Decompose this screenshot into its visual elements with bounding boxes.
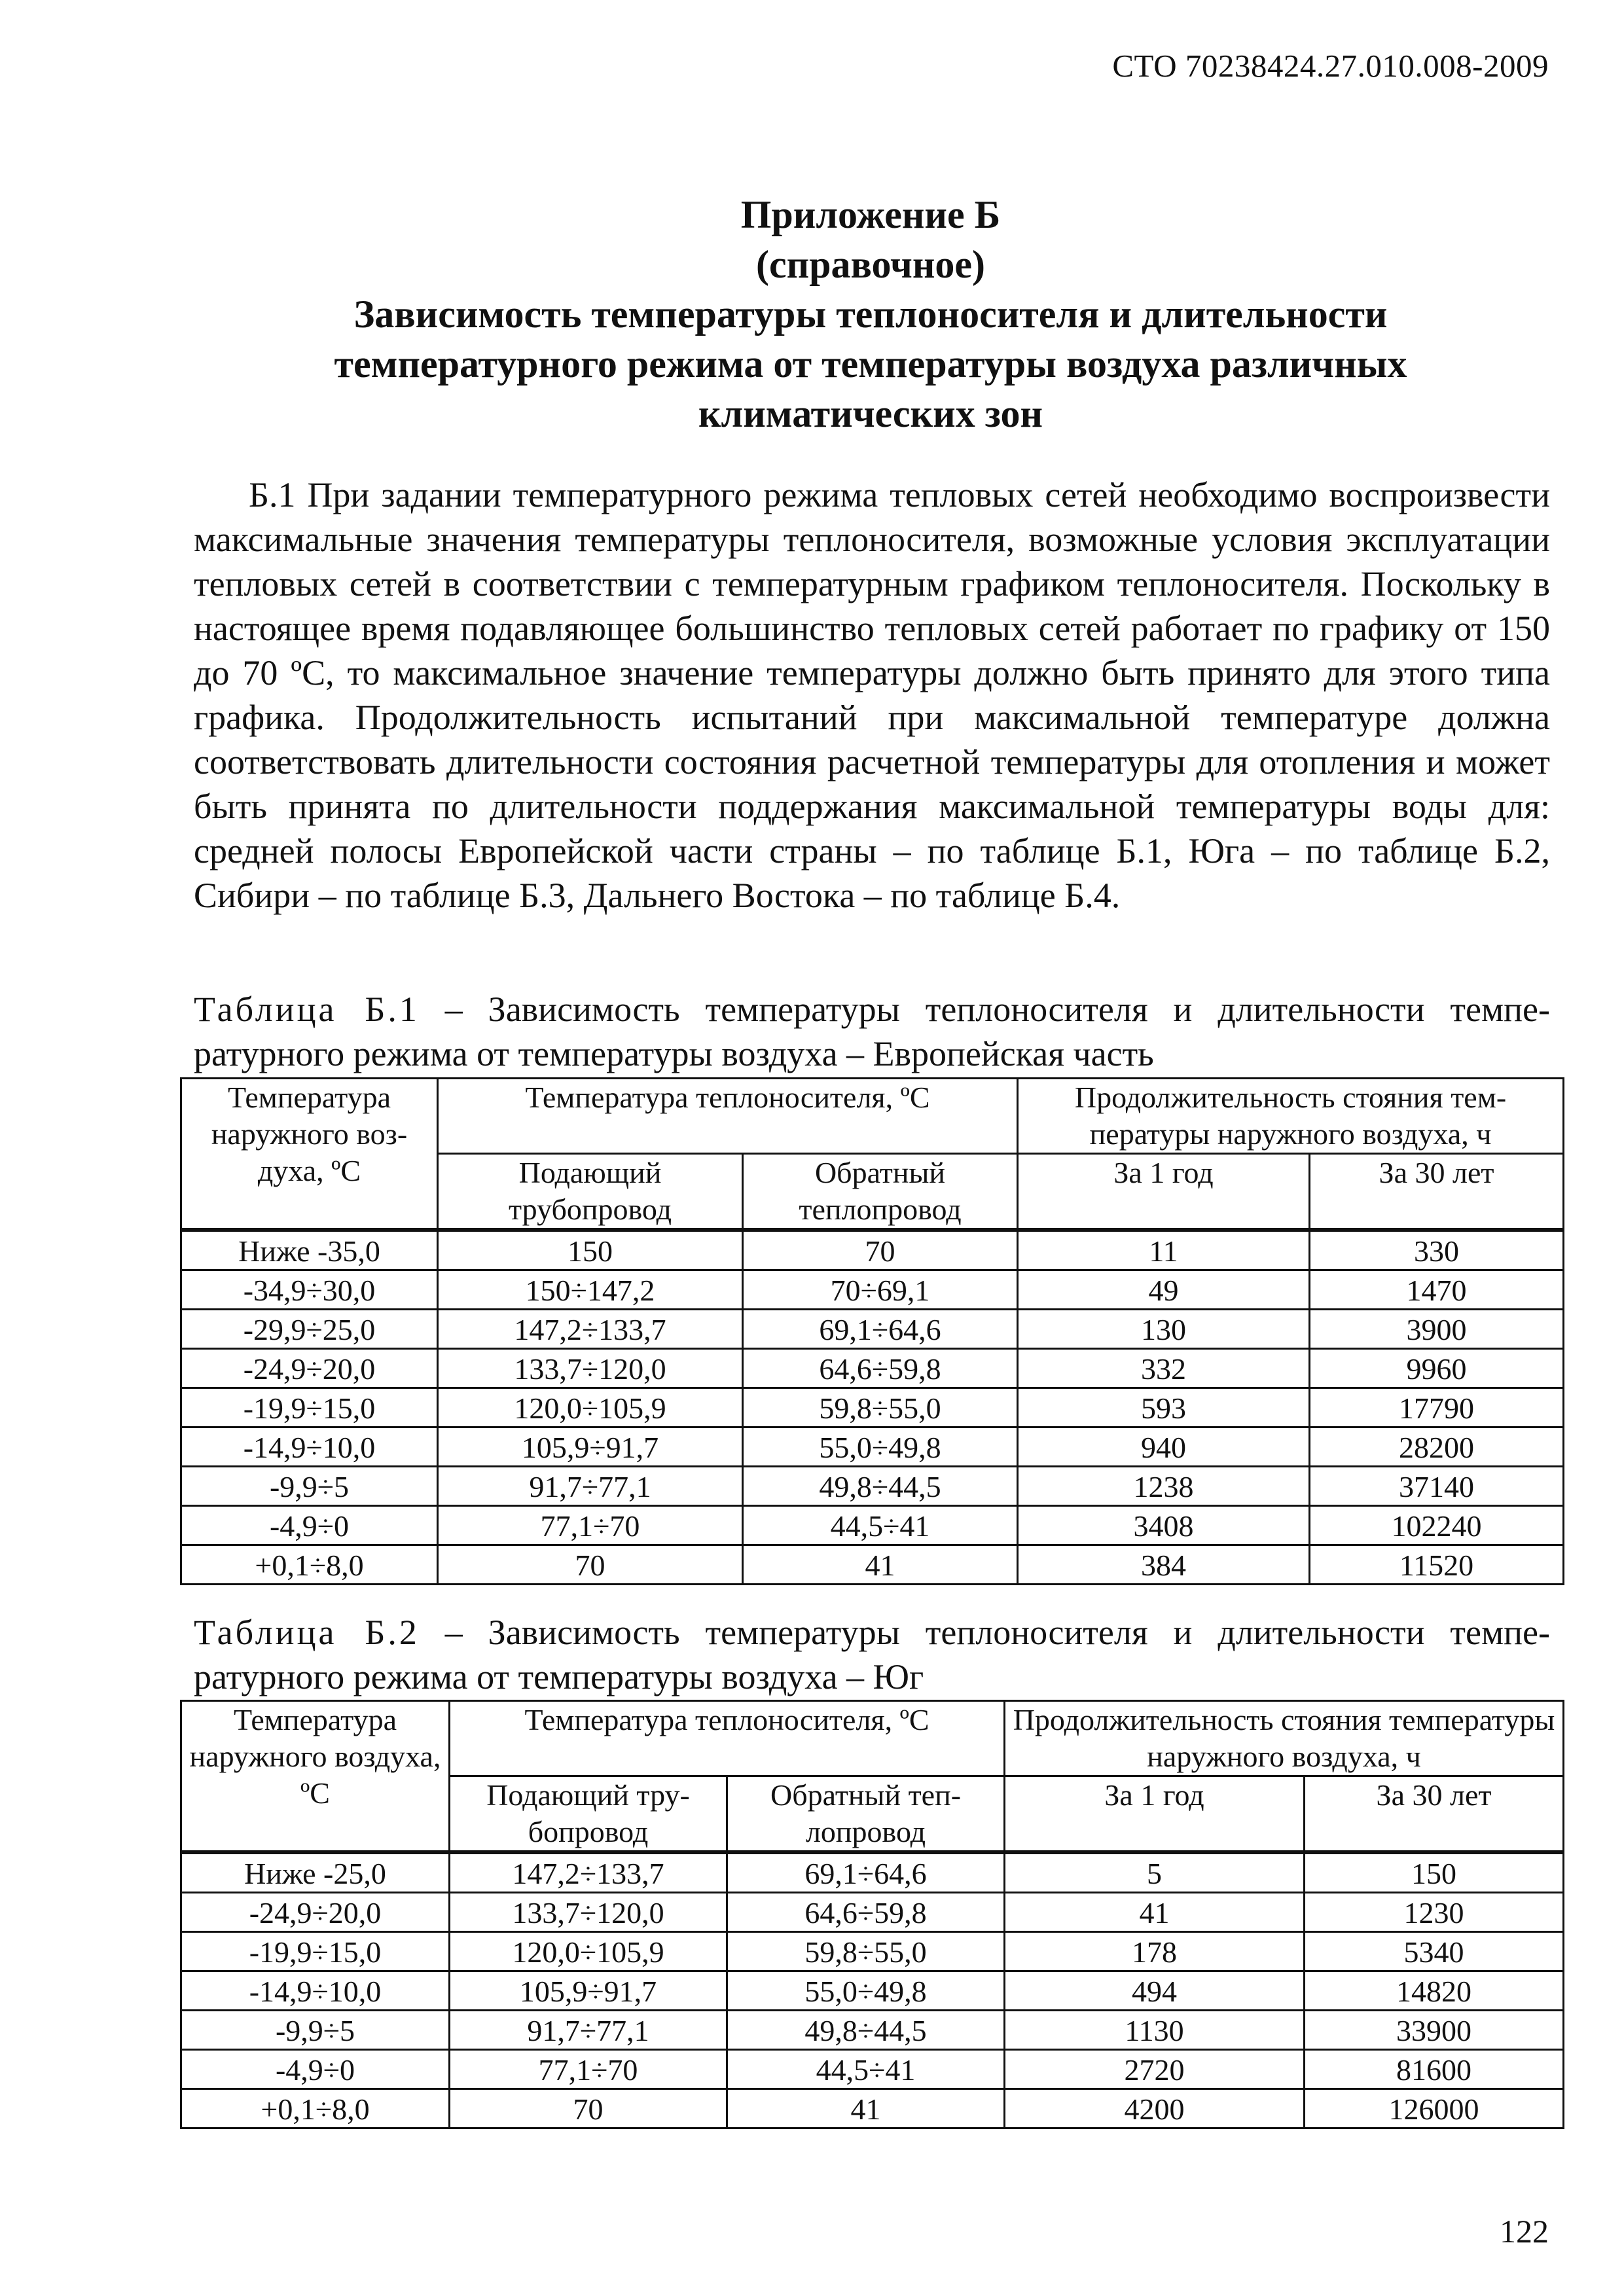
table-cell: 5340 (1305, 1932, 1564, 1971)
table2-caption (194, 1610, 1550, 1699)
table-cell: -4,9÷0 (181, 2050, 450, 2089)
table-cell: 77,1÷70 (450, 2050, 727, 2089)
table-row (181, 1971, 1564, 2011)
table-cell: 70 (743, 1230, 1018, 1270)
table-cell: 1238 (1018, 1467, 1310, 1506)
table-cell: 64,6÷59,8 (727, 1893, 1005, 1932)
table1-header-duration: Продолжительность стояния температуры наружного воздуха, ч (1018, 1079, 1564, 1154)
table-row (181, 1545, 1564, 1585)
table2-caption-text: – Зависимость температуры теплоносителя и длительности температурного режима от температуры воздуха – Юг (194, 1613, 1550, 1696)
table-row (181, 1932, 1564, 1971)
table-row (181, 1893, 1564, 1932)
table-cell: 332 (1018, 1349, 1310, 1388)
table1-header-coolant-temp: Температура теплоносителя, ºС (438, 1079, 1018, 1154)
table-cell: 133,7÷120,0 (450, 1893, 727, 1932)
table-cell: 3900 (1310, 1310, 1564, 1349)
table-cell: +0,1÷8,0 (181, 1545, 438, 1585)
table1-header-supply: Подающий трубопровод (438, 1154, 743, 1230)
table-cell: 2720 (1005, 2050, 1305, 2089)
appendix-subject-line-3: климатических зон (698, 392, 1043, 435)
table-cell: -34,9÷30,0 (181, 1270, 438, 1310)
table-row (181, 1310, 1564, 1349)
table1-header-per-year: За 1 год (1018, 1154, 1310, 1230)
table1-header-return: Обратный теплопровод (743, 1154, 1018, 1230)
appendix-title: Приложение Б (740, 193, 1001, 236)
table-cell: 330 (1310, 1230, 1564, 1270)
appendix-subject-line-2: температурного режима от температуры воздуха различных (334, 342, 1407, 386)
appendix-heading (177, 190, 1564, 439)
table-cell: 49,8÷44,5 (743, 1467, 1018, 1506)
table-cell: 37140 (1310, 1467, 1564, 1506)
table-cell: 150 (438, 1230, 743, 1270)
table-cell: 70 (438, 1545, 743, 1585)
table-cell: 3408 (1018, 1506, 1310, 1545)
table-row (181, 1230, 1564, 1270)
table-cell: 69,1÷64,6 (743, 1310, 1018, 1349)
table-cell: -19,9÷15,0 (181, 1932, 450, 1971)
table-cell: 150÷147,2 (438, 1270, 743, 1310)
table-row (181, 1388, 1564, 1427)
table-cell: 150 (1305, 1852, 1564, 1893)
table-cell: 64,6÷59,8 (743, 1349, 1018, 1388)
table-cell: 28200 (1310, 1427, 1564, 1467)
table-cell: 1470 (1310, 1270, 1564, 1310)
table-cell: +0,1÷8,0 (181, 2089, 450, 2128)
table1-caption-text: – Зависимость температуры теплоносителя и длительности температурного режима от температуры воздуха – Европейская часть (194, 990, 1550, 1073)
table-cell: 69,1÷64,6 (727, 1852, 1005, 1893)
table-cell: 59,8÷55,0 (727, 1932, 1005, 1971)
table-cell: 102240 (1310, 1506, 1564, 1545)
table-cell: -29,9÷25,0 (181, 1310, 438, 1349)
body-paragraph: Б.1 При задании температурного режима тепловых сетей необходимо воспроизвести максимальные значения температуры теплоносителя, возможные условия эксплуатации тепловых сетей в соответствии с температурным графиком теплоносителя. Поскольку в настоящее время подавляющее большинство тепловых сетей работает по графику от 150 до 70 ºС, то максимальное значение температуры должно быть принято для этого типа графика. Продолжительность испытаний при максимальной температуре должна соответствовать длительности состояния расчетной температуры для отопления и может быть принята по длительности поддержания максимальной температуры воды для: средней полосы Европейской части страны – по таблице Б.1, Юга – по таблице Б.2, Сибири – по таблице Б.3, Дальнего Востока – по таблице Б.4. (194, 475, 1550, 915)
table-cell: 130 (1018, 1310, 1310, 1349)
table-cell: 9960 (1310, 1349, 1564, 1388)
table-row (181, 1349, 1564, 1388)
table1-body (181, 1230, 1564, 1585)
table-cell: 91,7÷77,1 (450, 2011, 727, 2050)
table-cell: 91,7÷77,1 (438, 1467, 743, 1506)
table2-header-per-30-years: За 30 лет (1305, 1776, 1564, 1853)
table-cell: 41 (727, 2089, 1005, 2128)
table-cell: 17790 (1310, 1388, 1564, 1427)
table-cell: 1130 (1005, 2011, 1305, 2050)
table-row (181, 1852, 1564, 1893)
table2-body (181, 1852, 1564, 2128)
table-row (181, 1506, 1564, 1545)
table1-caption (194, 987, 1550, 1076)
table-cell: 4200 (1005, 2089, 1305, 2128)
table-cell: Ниже -35,0 (181, 1230, 438, 1270)
table-cell: 81600 (1305, 2050, 1564, 2089)
table2-header-air-temp: Температура наружного воздуха, ºС (181, 1701, 450, 1853)
page-number: 122 (1500, 2213, 1549, 2250)
table-cell: 49,8÷44,5 (727, 2011, 1005, 2050)
table-cell: 120,0÷105,9 (450, 1932, 727, 1971)
table2 (180, 1700, 1564, 2129)
table-cell: 55,0÷49,8 (727, 1971, 1005, 2011)
table-cell: -24,9÷20,0 (181, 1893, 450, 1932)
table-cell: -9,9÷5 (181, 1467, 438, 1506)
table-cell: 44,5÷41 (743, 1506, 1018, 1545)
table-cell: 120,0÷105,9 (438, 1388, 743, 1427)
table2-header-per-year: За 1 год (1005, 1776, 1305, 1853)
table-cell: 5 (1005, 1852, 1305, 1893)
table-cell: 133,7÷120,0 (438, 1349, 743, 1388)
table-cell: 14820 (1305, 1971, 1564, 2011)
appendix-subject-line-1: Зависимость температуры теплоносителя и длительности (353, 293, 1388, 336)
table-cell: 940 (1018, 1427, 1310, 1467)
table-cell: 494 (1005, 1971, 1305, 2011)
table-cell: Ниже -25,0 (181, 1852, 450, 1893)
table-cell: 59,8÷55,0 (743, 1388, 1018, 1427)
table-row (181, 2050, 1564, 2089)
table-cell: 11520 (1310, 1545, 1564, 1585)
table-cell: 105,9÷91,7 (450, 1971, 727, 2011)
table-row (181, 1467, 1564, 1506)
table2-header-return: Обратный теплопровод (727, 1776, 1005, 1853)
table-cell: -14,9÷10,0 (181, 1427, 438, 1467)
table-cell: 41 (743, 1545, 1018, 1585)
table-row (181, 2011, 1564, 2050)
table2-header-supply: Подающий трубопровод (450, 1776, 727, 1853)
table1-caption-label: Таблица Б.1 (194, 990, 420, 1029)
table1-header-air-temp: Температура наружного воздуха, ºС (181, 1079, 438, 1230)
table-cell: 105,9÷91,7 (438, 1427, 743, 1467)
table-row (181, 1427, 1564, 1467)
table-cell: -9,9÷5 (181, 2011, 450, 2050)
table-cell: 147,2÷133,7 (438, 1310, 743, 1349)
table-row (181, 2089, 1564, 2128)
table1-header-per-30-years: За 30 лет (1310, 1154, 1564, 1230)
table-cell: 126000 (1305, 2089, 1564, 2128)
table-cell: 70 (450, 2089, 727, 2128)
table-cell: 1230 (1305, 1893, 1564, 1932)
table-cell: 147,2÷133,7 (450, 1852, 727, 1893)
table-cell: 384 (1018, 1545, 1310, 1585)
table-cell: -24,9÷20,0 (181, 1349, 438, 1388)
table-cell: -19,9÷15,0 (181, 1388, 438, 1427)
table-cell: 41 (1005, 1893, 1305, 1932)
table-cell: 55,0÷49,8 (743, 1427, 1018, 1467)
table2-header-coolant-temp: Температура теплоносителя, ºС (450, 1701, 1005, 1776)
table-cell: -4,9÷0 (181, 1506, 438, 1545)
table1 (180, 1077, 1564, 1585)
table-cell: 11 (1018, 1230, 1310, 1270)
appendix-type: (справочное) (755, 243, 985, 286)
table-cell: 33900 (1305, 2011, 1564, 2050)
table-cell: 70÷69,1 (743, 1270, 1018, 1310)
table-cell: 593 (1018, 1388, 1310, 1427)
table-cell: -14,9÷10,0 (181, 1971, 450, 2011)
table2-caption-label: Таблица Б.2 (194, 1613, 420, 1652)
table-cell: 49 (1018, 1270, 1310, 1310)
document-code: СТО 70238424.27.010.008-2009 (1112, 48, 1549, 84)
table-row (181, 1270, 1564, 1310)
table2-header-duration: Продолжительность стояния температуры наружного воздуха, ч (1005, 1701, 1564, 1776)
table-cell: 178 (1005, 1932, 1305, 1971)
table-cell: 44,5÷41 (727, 2050, 1005, 2089)
table-cell: 77,1÷70 (438, 1506, 743, 1545)
